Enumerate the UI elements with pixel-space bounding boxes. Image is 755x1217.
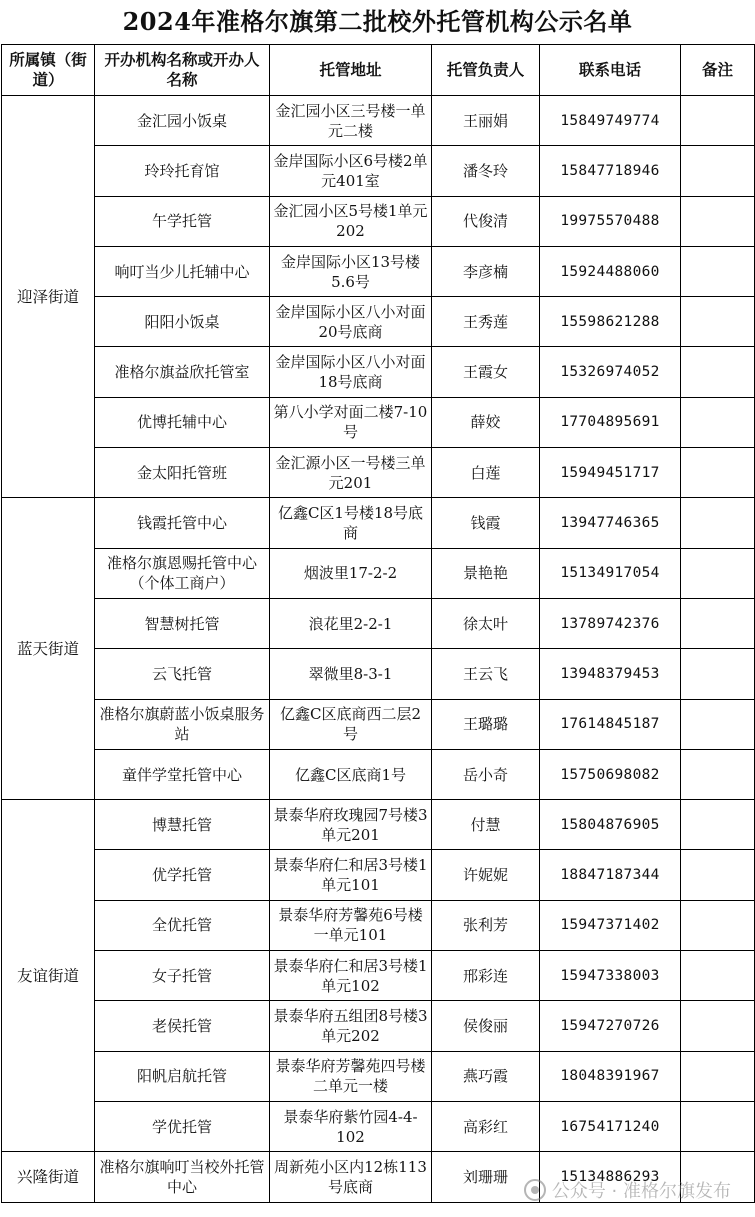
header-note: 备注 bbox=[681, 45, 755, 96]
phone-cell: 15750698082 bbox=[540, 749, 681, 799]
phone-cell: 15804876905 bbox=[540, 800, 681, 850]
table-row bbox=[2, 800, 755, 850]
note-cell bbox=[681, 548, 755, 598]
phone-cell: 15949451717 bbox=[540, 448, 681, 498]
table-row bbox=[2, 146, 755, 196]
org-cell: 准格尔旗响叮当校外托管中心 bbox=[95, 1152, 270, 1202]
table-row bbox=[2, 699, 755, 749]
phone-cell: 15134886293 bbox=[540, 1152, 681, 1202]
address-cell: 景泰华府玫瑰园7号楼3单元201 bbox=[270, 800, 432, 850]
org-cell: 准格尔旗蔚蓝小饭桌服务站 bbox=[95, 699, 270, 749]
phone-cell: 19975570488 bbox=[540, 196, 681, 246]
note-cell bbox=[681, 146, 755, 196]
note-cell bbox=[681, 649, 755, 699]
table-row bbox=[2, 347, 755, 397]
org-cell: 智慧树托管 bbox=[95, 598, 270, 648]
address-cell: 亿鑫C区底商西二层2号 bbox=[270, 699, 432, 749]
phone-cell: 15847718946 bbox=[540, 146, 681, 196]
org-cell: 午学托管 bbox=[95, 196, 270, 246]
manager-cell: 燕巧霞 bbox=[432, 1051, 540, 1101]
manager-cell: 白莲 bbox=[432, 448, 540, 498]
address-cell: 烟波里17-2-2 bbox=[270, 548, 432, 598]
address-cell: 景泰华府五组团8号楼3单元202 bbox=[270, 1001, 432, 1051]
address-cell: 金岸国际小区八小对面20号底商 bbox=[270, 297, 432, 347]
phone-cell: 17614845187 bbox=[540, 699, 681, 749]
institution-table bbox=[1, 44, 755, 1203]
manager-cell: 王璐璐 bbox=[432, 699, 540, 749]
note-cell bbox=[681, 448, 755, 498]
org-cell: 优学托管 bbox=[95, 850, 270, 900]
phone-cell: 15326974052 bbox=[540, 347, 681, 397]
address-cell: 景泰华府芳馨苑四号楼二单元一楼 bbox=[270, 1051, 432, 1101]
phone-cell: 15947338003 bbox=[540, 951, 681, 1001]
table-row bbox=[2, 1152, 755, 1202]
address-cell: 周新苑小区内12栋113号底商 bbox=[270, 1152, 432, 1202]
table-row bbox=[2, 397, 755, 447]
manager-cell: 高彩红 bbox=[432, 1101, 540, 1151]
district-cell: 蓝天街道 bbox=[2, 498, 95, 800]
header-address: 托管地址 bbox=[270, 45, 432, 96]
table-row bbox=[2, 951, 755, 1001]
manager-cell: 钱霞 bbox=[432, 498, 540, 548]
manager-cell: 付慧 bbox=[432, 800, 540, 850]
address-cell: 金岸国际小区13号楼5.6号 bbox=[270, 246, 432, 296]
note-cell bbox=[681, 1051, 755, 1101]
address-cell: 金汇源小区一号楼三单元201 bbox=[270, 448, 432, 498]
manager-cell: 薛姣 bbox=[432, 397, 540, 447]
note-cell bbox=[681, 1001, 755, 1051]
table-row bbox=[2, 900, 755, 950]
note-cell bbox=[681, 1152, 755, 1202]
phone-cell: 15947270726 bbox=[540, 1001, 681, 1051]
address-cell: 景泰华府仁和居3号楼1单元102 bbox=[270, 951, 432, 1001]
table-row bbox=[2, 297, 755, 347]
note-cell bbox=[681, 699, 755, 749]
org-cell: 准格尔旗益欣托管室 bbox=[95, 347, 270, 397]
note-cell bbox=[681, 800, 755, 850]
org-cell: 全优托管 bbox=[95, 900, 270, 950]
manager-cell: 侯俊丽 bbox=[432, 1001, 540, 1051]
manager-cell: 景艳艳 bbox=[432, 548, 540, 598]
address-cell: 景泰华府紫竹园4-4-102 bbox=[270, 1101, 432, 1151]
org-cell: 阳帆启航托管 bbox=[95, 1051, 270, 1101]
org-cell: 女子托管 bbox=[95, 951, 270, 1001]
address-cell: 亿鑫C区底商1号 bbox=[270, 749, 432, 799]
manager-cell: 代俊清 bbox=[432, 196, 540, 246]
org-cell: 云飞托管 bbox=[95, 649, 270, 699]
phone-cell: 16754171240 bbox=[540, 1101, 681, 1151]
org-cell: 学优托管 bbox=[95, 1101, 270, 1151]
table-body bbox=[2, 96, 755, 1203]
org-cell: 优博托辅中心 bbox=[95, 397, 270, 447]
table-row bbox=[2, 96, 755, 146]
address-cell: 金岸国际小区八小对面18号底商 bbox=[270, 347, 432, 397]
header-manager: 托管负责人 bbox=[432, 45, 540, 96]
note-cell bbox=[681, 246, 755, 296]
note-cell bbox=[681, 1101, 755, 1151]
note-cell bbox=[681, 598, 755, 648]
district-cell: 迎泽街道 bbox=[2, 96, 95, 498]
phone-cell: 13789742376 bbox=[540, 598, 681, 648]
org-cell: 老侯托管 bbox=[95, 1001, 270, 1051]
phone-cell: 15134917054 bbox=[540, 548, 681, 598]
table-row bbox=[2, 649, 755, 699]
note-cell bbox=[681, 900, 755, 950]
manager-cell: 刘珊珊 bbox=[432, 1152, 540, 1202]
table-row bbox=[2, 498, 755, 548]
phone-cell: 17704895691 bbox=[540, 397, 681, 447]
table-row bbox=[2, 749, 755, 799]
manager-cell: 王丽娟 bbox=[432, 96, 540, 146]
manager-cell: 许妮妮 bbox=[432, 850, 540, 900]
org-cell: 准格尔旗恩赐托管中心（个体工商户） bbox=[95, 548, 270, 598]
note-cell bbox=[681, 749, 755, 799]
header-district: 所属镇（街道） bbox=[2, 45, 95, 96]
table-row bbox=[2, 1101, 755, 1151]
header-phone: 联系电话 bbox=[540, 45, 681, 96]
table-row bbox=[2, 850, 755, 900]
phone-cell: 18048391967 bbox=[540, 1051, 681, 1101]
manager-cell: 潘冬玲 bbox=[432, 146, 540, 196]
note-cell bbox=[681, 347, 755, 397]
manager-cell: 王云飞 bbox=[432, 649, 540, 699]
table-row bbox=[2, 448, 755, 498]
note-cell bbox=[681, 397, 755, 447]
note-cell bbox=[681, 297, 755, 347]
manager-cell: 岳小奇 bbox=[432, 749, 540, 799]
org-cell: 钱霞托管中心 bbox=[95, 498, 270, 548]
phone-cell: 15849749774 bbox=[540, 96, 681, 146]
address-cell: 金汇园小区5号楼1单元202 bbox=[270, 196, 432, 246]
phone-cell: 15598621288 bbox=[540, 297, 681, 347]
note-cell bbox=[681, 96, 755, 146]
table-header-row bbox=[2, 45, 755, 96]
address-cell: 翠微里8-3-1 bbox=[270, 649, 432, 699]
address-cell: 景泰华府芳馨苑6号楼一单元101 bbox=[270, 900, 432, 950]
header-org: 开办机构名称或开办人名称 bbox=[95, 45, 270, 96]
district-cell: 兴隆街道 bbox=[2, 1152, 95, 1202]
org-cell: 童伴学堂托管中心 bbox=[95, 749, 270, 799]
org-cell: 响叮当少儿托辅中心 bbox=[95, 246, 270, 296]
note-cell bbox=[681, 196, 755, 246]
district-cell: 友谊街道 bbox=[2, 800, 95, 1152]
manager-cell: 李彦楠 bbox=[432, 246, 540, 296]
phone-cell: 13948379453 bbox=[540, 649, 681, 699]
phone-cell: 15924488060 bbox=[540, 246, 681, 296]
manager-cell: 王霞女 bbox=[432, 347, 540, 397]
table-row bbox=[2, 196, 755, 246]
table-row bbox=[2, 1051, 755, 1101]
table-row bbox=[2, 548, 755, 598]
address-cell: 浪花里2-2-1 bbox=[270, 598, 432, 648]
manager-cell: 王秀莲 bbox=[432, 297, 540, 347]
page-title: 2024年准格尔旗第二批校外托管机构公示名单 bbox=[122, 7, 633, 36]
note-cell bbox=[681, 498, 755, 548]
manager-cell: 张利芳 bbox=[432, 900, 540, 950]
org-cell: 玲玲托育馆 bbox=[95, 146, 270, 196]
address-cell: 亿鑫C区1号楼18号底商 bbox=[270, 498, 432, 548]
org-cell: 金汇园小饭桌 bbox=[95, 96, 270, 146]
manager-cell: 邢彩连 bbox=[432, 951, 540, 1001]
table-row bbox=[2, 598, 755, 648]
phone-cell: 13947746365 bbox=[540, 498, 681, 548]
table-row bbox=[2, 1001, 755, 1051]
phone-cell: 15947371402 bbox=[540, 900, 681, 950]
address-cell: 金汇园小区三号楼一单元二楼 bbox=[270, 96, 432, 146]
org-cell: 阳阳小饭桌 bbox=[95, 297, 270, 347]
address-cell: 第八小学对面二楼7-10号 bbox=[270, 397, 432, 447]
manager-cell: 徐太叶 bbox=[432, 598, 540, 648]
address-cell: 景泰华府仁和居3号楼1单元101 bbox=[270, 850, 432, 900]
watermark-text: 公众号 · 准格尔旗发布 bbox=[551, 1181, 731, 1202]
org-cell: 金太阳托管班 bbox=[95, 448, 270, 498]
org-cell: 博慧托管 bbox=[95, 800, 270, 850]
note-cell bbox=[681, 951, 755, 1001]
address-cell: 金岸国际小区6号楼2单元401室 bbox=[270, 146, 432, 196]
table-row bbox=[2, 246, 755, 296]
note-cell bbox=[681, 850, 755, 900]
phone-cell: 18847187344 bbox=[540, 850, 681, 900]
